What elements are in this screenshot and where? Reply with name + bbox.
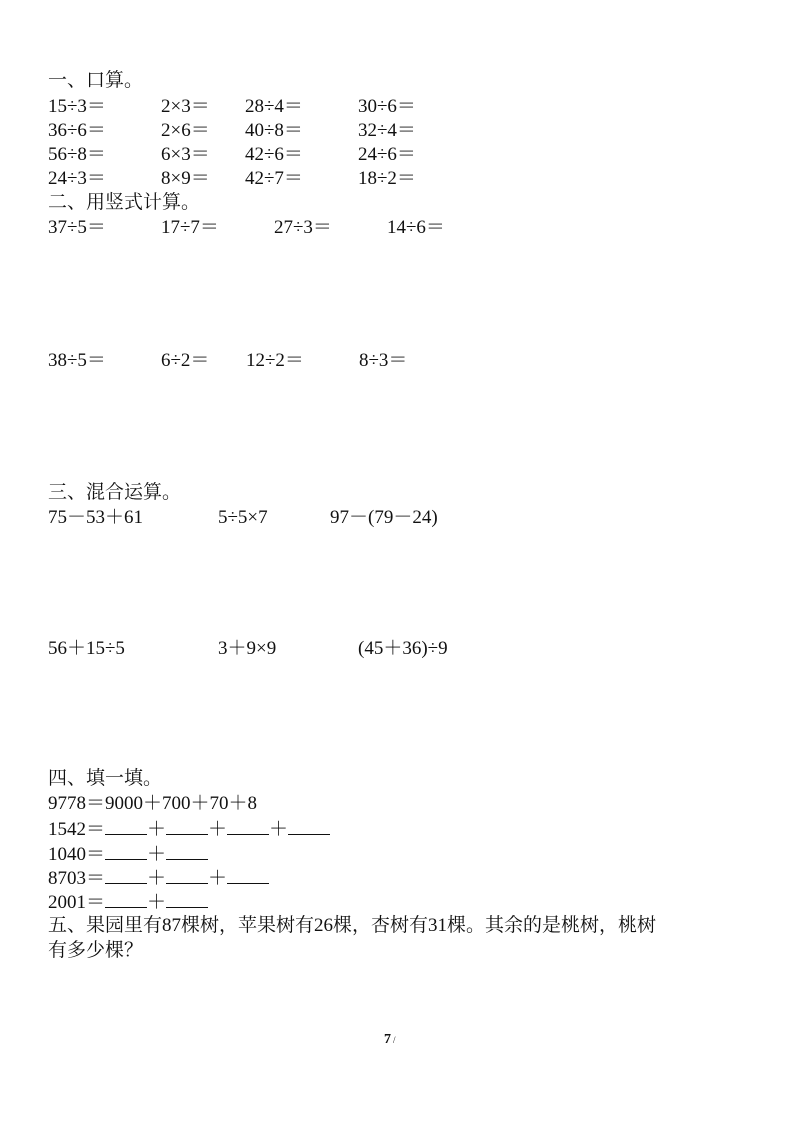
answer-blank[interactable] (105, 843, 147, 860)
fill-item-lhs: 8703＝ (48, 868, 106, 889)
answer-blank[interactable] (105, 891, 147, 908)
page-number-value: 7 (384, 1032, 391, 1047)
oral-problem: 15÷3＝ (48, 96, 106, 117)
vertical-calc-problem: 17÷7＝ (161, 217, 219, 238)
oral-problem: 36÷6＝ (48, 120, 106, 141)
answer-blank[interactable] (105, 867, 147, 884)
oral-problem: 40÷8＝ (245, 120, 303, 141)
section2-heading: 二、用竖式计算。 (48, 192, 201, 213)
plus-sign: ＋ (208, 868, 228, 889)
fill-item-lhs: 1040＝ (48, 844, 106, 865)
oral-problem: 6×3＝ (161, 144, 210, 165)
mixed-op-problem: 5÷5×7 (218, 507, 268, 528)
answer-blank[interactable] (166, 818, 208, 835)
oral-problem: 24÷3＝ (48, 168, 106, 189)
oral-problem: 30÷6＝ (358, 96, 416, 117)
vertical-calc-problem: 27÷3＝ (274, 217, 332, 238)
plus-sign: ＋ (147, 844, 167, 865)
vertical-calc-problem: 12÷2＝ (246, 350, 304, 371)
mixed-op-problem: (45＋36)÷9 (358, 638, 448, 659)
vertical-calc-problem: 37÷5＝ (48, 217, 106, 238)
fill-item-lhs: 1542＝ (48, 819, 106, 840)
oral-problem: 24÷6＝ (358, 144, 416, 165)
plus-sign: ＋ (147, 892, 167, 913)
fill-item (48, 891, 208, 914)
answer-blank[interactable] (288, 818, 330, 835)
page-number (384, 1032, 396, 1048)
mixed-op-problem: 97－(79－24) (330, 507, 438, 528)
fill-item (48, 818, 330, 841)
oral-problem: 2×3＝ (161, 96, 210, 117)
section3-heading: 三、混合运算。 (48, 482, 182, 503)
mixed-op-problem: 56＋15÷5 (48, 638, 125, 659)
oral-problem: 32÷4＝ (358, 120, 416, 141)
oral-problem: 28÷4＝ (245, 96, 303, 117)
section4-heading: 四、填一填。 (48, 768, 163, 789)
word-problem-line: 有多少棵？ (48, 940, 144, 961)
plus-sign: ＋ (147, 868, 167, 889)
fill-item (48, 843, 208, 866)
fill-example: 9778＝9000＋700＋70＋8 (48, 793, 258, 814)
answer-blank[interactable] (227, 867, 269, 884)
word-problem-line: 五、果园里有87棵树，苹果树有26棵，杏树有31棵。其余的是桃树，桃树 (48, 915, 657, 936)
oral-problem: 42÷6＝ (245, 144, 303, 165)
vertical-calc-problem: 38÷5＝ (48, 350, 106, 371)
plus-sign: ＋ (147, 819, 167, 840)
oral-problem: 2×6＝ (161, 120, 210, 141)
answer-blank[interactable] (166, 891, 208, 908)
answer-blank[interactable] (227, 818, 269, 835)
vertical-calc-problem: 14÷6＝ (387, 217, 445, 238)
oral-problem: 18÷2＝ (358, 168, 416, 189)
page-separator: / (393, 1035, 396, 1045)
oral-problem: 42÷7＝ (245, 168, 303, 189)
oral-problem: 56÷8＝ (48, 144, 106, 165)
mixed-op-problem: 75－53＋61 (48, 507, 144, 528)
fill-item (48, 867, 269, 890)
fill-item-lhs: 2001＝ (48, 892, 106, 913)
plus-sign: ＋ (269, 819, 289, 840)
answer-blank[interactable] (166, 843, 208, 860)
vertical-calc-problem: 8÷3＝ (359, 350, 408, 371)
vertical-calc-problem: 6÷2＝ (161, 350, 210, 371)
oral-problem: 8×9＝ (161, 168, 210, 189)
section1-heading: 一、口算。 (48, 70, 144, 91)
answer-blank[interactable] (166, 867, 208, 884)
plus-sign: ＋ (208, 819, 228, 840)
answer-blank[interactable] (105, 818, 147, 835)
mixed-op-problem: 3＋9×9 (218, 638, 277, 659)
